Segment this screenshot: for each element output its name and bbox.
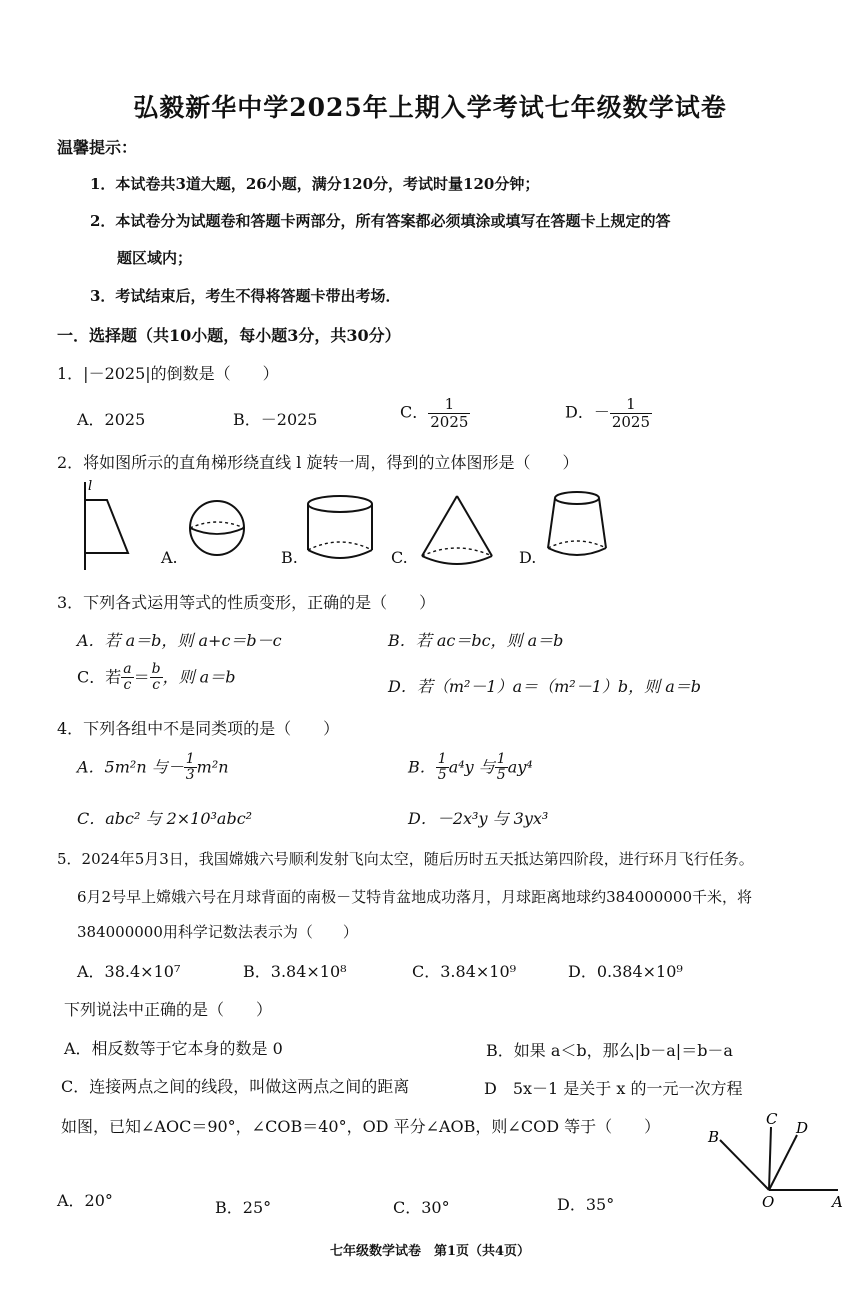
q4-b-denominator-2: 5 <box>496 767 506 784</box>
q6-option-c: C．连接两点之间的线段，叫做这两点之间的距离 <box>61 1077 410 1096</box>
q7-option-b: B．25° <box>215 1198 272 1217</box>
q6-option-b: B．如果 a＜b，那么|b－a|＝b－a <box>486 1041 733 1060</box>
q2-sphere <box>190 501 244 555</box>
q6-stem: 下列说法中正确的是（ ） <box>64 1000 273 1019</box>
q2-axis-label: l <box>88 479 93 494</box>
q4-stem: 4．下列各组中不是同类项的是（ ） <box>57 719 340 738</box>
q5-option-a: A．38.4×10⁷ <box>77 962 181 981</box>
exam-title: 弘毅新华中学2025年上期入学考试七年级数学试卷 <box>133 93 727 122</box>
tip-2: 2．本试卷分为试题卷和答题卡两部分，所有答案都必须填涂或填写在答题卡上规定的答 <box>90 212 671 230</box>
q4-b-middle: a⁴y 与 <box>448 757 495 777</box>
q7-option-a: A．20° <box>57 1191 113 1210</box>
section-1-heading: 一．选择题（共10小题，每小题3分，共30分） <box>57 326 401 345</box>
q6-option-d: D 5x－1 是关于 x 的一元一次方程 <box>484 1079 743 1098</box>
q1-d-denominator: 2025 <box>611 412 651 431</box>
q1-c-denominator: 2025 <box>430 412 469 431</box>
page-footer: 七年级数学试卷 第1页（共4页） <box>329 1244 531 1259</box>
tip-1: 1．本试卷共3道大题，26小题，满分120分，考试时量120分钟； <box>90 175 540 193</box>
q4-option-b <box>408 752 533 784</box>
q4-a-numerator: 1 <box>185 751 195 767</box>
q3-c-equals: ＝ <box>133 667 150 687</box>
q1-option-d-label: D．－ <box>565 402 610 422</box>
q4-b-prefix: B． <box>408 757 436 777</box>
q3-c-c1: c <box>123 677 132 694</box>
q2-frustum <box>548 492 606 555</box>
q1-d-numerator: 1 <box>610 396 652 414</box>
q5-option-b: B．3.84×10⁸ <box>243 962 347 981</box>
q4-b-numerator-2: 1 <box>496 751 506 767</box>
q1-option-c-label: C． <box>400 402 429 422</box>
q4-option-a <box>77 752 229 784</box>
q2-option-c: C. <box>391 548 408 567</box>
q3-option-a: A．若 a＝b，则 a+c＝b－c <box>77 631 282 650</box>
q2-option-b: B. <box>281 548 298 567</box>
q3-c-c2: c <box>152 677 161 694</box>
q7-label-a: A <box>832 1193 843 1211</box>
q4-b-suffix: ay⁴ <box>507 757 533 777</box>
q7-option-c: C．30° <box>393 1198 450 1217</box>
q6-option-a: A．相反数等于它本身的数是 0 <box>64 1039 283 1058</box>
q2-trapezoid <box>85 479 128 570</box>
q7-angle-figure <box>700 1105 850 1215</box>
q4-a-fraction <box>184 752 197 784</box>
q4-a-prefix: A．5m²n 与－ <box>77 757 184 777</box>
q4-b-fraction-2 <box>495 752 508 784</box>
q7-label-b: B <box>708 1128 720 1146</box>
q1-option-c <box>400 396 470 430</box>
q3-c-fraction-right <box>150 662 163 694</box>
tips-heading: 温馨提示： <box>57 138 138 157</box>
q1-option-d-fraction <box>610 396 652 430</box>
q7-label-o: O <box>762 1193 775 1211</box>
q3-c-b: b <box>151 661 161 677</box>
q5-option-d: D．0.384×10⁹ <box>568 962 683 981</box>
q1-option-d <box>565 396 652 430</box>
q4-a-denominator: 3 <box>185 767 195 784</box>
q4-b-denominator-1: 5 <box>437 767 447 784</box>
q3-c-a: a <box>123 661 132 677</box>
tip-2-cont: 题区域内； <box>117 249 193 267</box>
q7-stem: 如图，已知∠AOC＝90°，∠COB＝40°，OD 平分∠AOB，则∠COD 等于（ ） <box>61 1117 661 1136</box>
q5-line-3: 384000000用科学记数法表示为（ ） <box>77 923 358 941</box>
q3-c-prefix: C．若 <box>77 667 122 687</box>
q2-cone <box>422 496 492 564</box>
q2-stem: 2．将如图所示的直角梯形绕直线 l 旋转一周，得到的立体图形是（ ） <box>57 453 579 472</box>
q7-label-d: D <box>796 1119 809 1137</box>
q4-option-c: C．abc² 与 2×10³abc² <box>77 809 253 828</box>
q3-option-d: D．若（m²－1）a＝（m²－1）b，则 a＝b <box>388 677 702 696</box>
q4-option-d: D．－2x³y 与 3yx³ <box>408 809 549 828</box>
q2-cylinder <box>308 496 372 558</box>
q5-line-2: 6月2号早上嫦娥六号在月球背面的南极－艾特肯盆地成功落月，月球距离地球约384000000千米，将 <box>77 888 752 906</box>
q7-option-d: D．35° <box>557 1195 615 1214</box>
q3-option-b: B．若 ac＝bc，则 a＝b <box>388 631 564 650</box>
q3-c-fraction-left <box>121 662 133 694</box>
q1-c-numerator: 1 <box>428 396 470 414</box>
tip-3: 3．考试结束后，考生不得将答题卡带出考场． <box>90 287 401 305</box>
q3-stem: 3．下列各式运用等式的性质变形，正确的是（ ） <box>57 593 436 612</box>
q4-b-fraction-1 <box>436 752 449 784</box>
q2-option-a: A. <box>161 548 178 567</box>
q5-line-1: 5．2024年5月3日，我国嫦娥六号顺利发射飞向太空，随后历时五天抵达第四阶段，进行环月飞行任务。 <box>57 850 754 868</box>
q1-stem: 1．|－2025|的倒数是（ ） <box>57 364 279 383</box>
q7-label-c: C <box>766 1110 778 1128</box>
q3-option-c <box>77 662 235 694</box>
q4-b-numerator-1: 1 <box>437 751 447 767</box>
q1-option-b: B．－2025 <box>233 410 318 429</box>
q1-option-c-fraction <box>428 396 470 430</box>
q1-option-a: A．2025 <box>77 410 146 429</box>
q5-option-c: C．3.84×10⁹ <box>412 962 517 981</box>
q4-a-suffix: m²n <box>196 757 229 777</box>
q2-option-d: D. <box>519 548 537 567</box>
q3-c-suffix: ，则 a＝b <box>162 667 236 687</box>
